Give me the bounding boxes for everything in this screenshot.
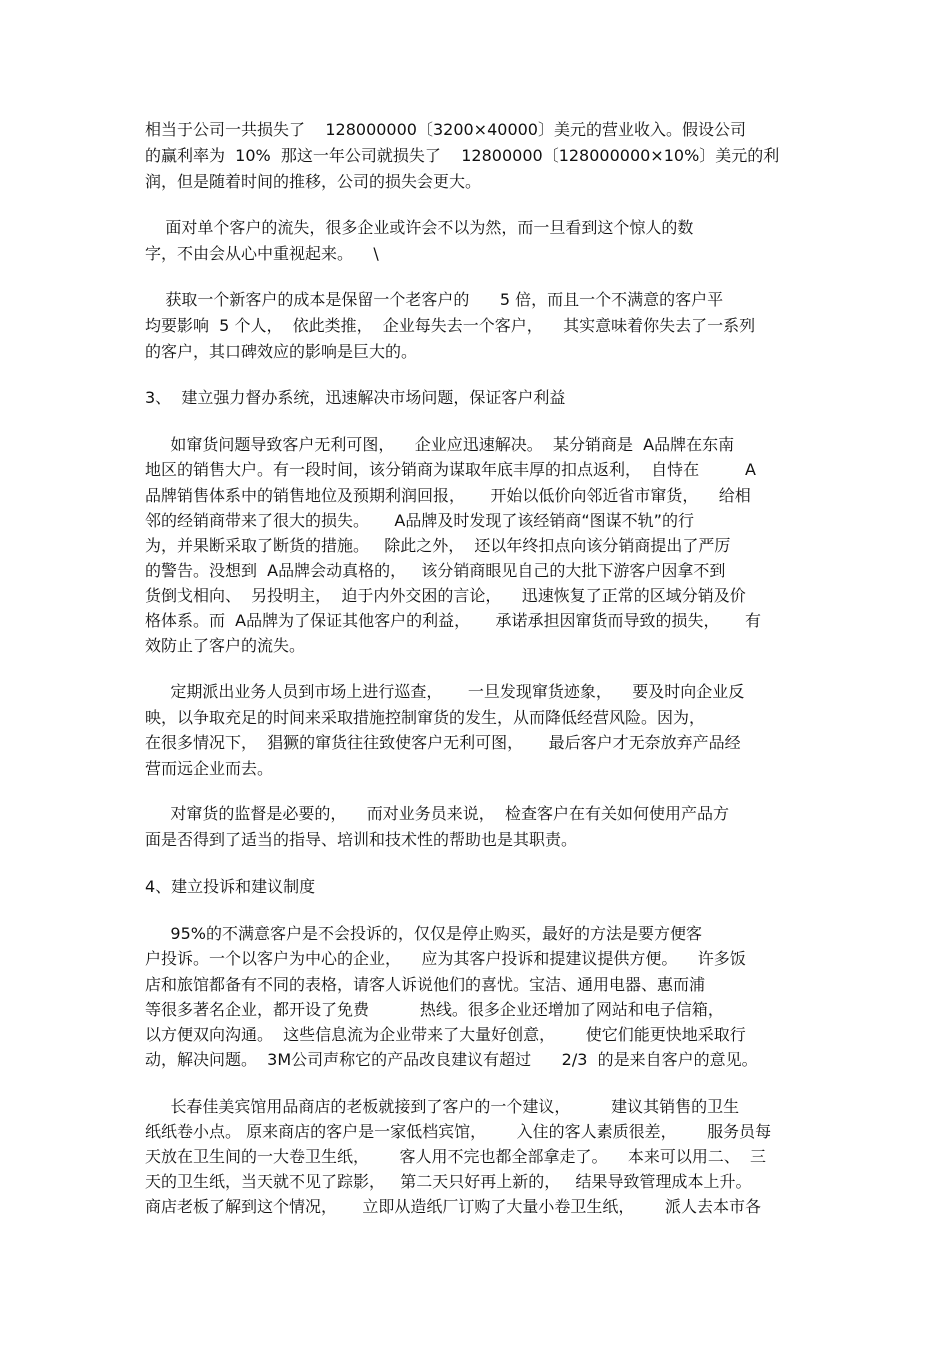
text-line: 在很多情况下， 猖獗的窜货往往致使客户无利可图， 最后客户才无奈放弃产品经	[145, 733, 741, 752]
text-line: 字，不由会从心中重视起来。 \	[145, 244, 379, 263]
text-line: 以方便双向沟通。 这些信息流为企业带来了大量好创意， 使它们能更快地采取行	[145, 1025, 746, 1044]
text-line: 天放在卫生间的一大卷卫生纸， 客人用不完也都全部拿走了。 本来可以用二、 三	[145, 1147, 767, 1166]
text-line: 效防止了客户的流失。	[145, 636, 306, 655]
text-line: 润，但是随着时间的推移，公司的损失会更大。	[145, 172, 482, 191]
text-line: 店和旅馆都备有不同的表格，请客人诉说他们的喜忧。宝洁、通用电器、惠而浦	[145, 975, 706, 994]
text-line: 动，解决问题。 3M公司声称它的产品改良建议有超过 2/3 的是来自客户的意见。	[145, 1050, 758, 1069]
text-line: 长春佳美宾馆用品商店的老板就接到了客户的一个建议， 建议其销售的卫生	[145, 1097, 740, 1116]
text-line: 货倒戈相向、 另投明主， 迫于内外交困的言论， 迅速恢复了正常的区域分销及价	[145, 586, 746, 605]
text-line: 的赢利率为 10% 那这一年公司就损失了 12800000〔128000000×10%〕美元的利	[145, 146, 780, 165]
text-line: 纸纸卷小点。 原来商店的客户是一家低档宾馆， 入住的客人素质很差， 服务员每	[145, 1122, 772, 1141]
text-line: 定期派出业务人员到市场上进行巡查， 一旦发现窜货迹象， 要及时向企业反	[145, 682, 745, 701]
text-line: 格体系。而 A品牌为了保证其他客户的利益， 承诺承担因窜货而导致的损失， 有	[145, 611, 761, 630]
section-heading: 3、 建立强力督办系统，迅速解决市场问题，保证客户利益	[145, 388, 566, 407]
text-line: 相当于公司一共损失了 128000000〔3200×40000〕美元的营业收入。假设公司	[145, 120, 746, 139]
text-line: 营而远企业而去。	[145, 759, 274, 778]
text-line: 商店老板了解到这个情况， 立即从造纸厂订购了大量小卷卫生纸， 派人去本市各	[145, 1197, 761, 1216]
text-line: 获取一个新客户的成本是保留一个老客户的 5 倍，而且一个不满意的客户平	[145, 290, 724, 309]
text-line: 面对单个客户的流失，很多企业或许会不以为然，而一旦看到这个惊人的数	[145, 218, 694, 237]
text-line: 为，并果断采取了断货的措施。 除此之外， 还以年终扣点向该分销商提出了严厉	[145, 536, 731, 555]
text-line: 的警告。没想到 A品牌会动真格的， 该分销商眼见自己的大批下游客户因拿不到	[145, 561, 726, 580]
text-line: 映，以争取充足的时间来采取措施控制窜货的发生，从而降低经营风险。因为，	[145, 708, 706, 727]
text-line: 95%的不满意客户是不会投诉的，仅仅是停止购买，最好的方法是要方便客	[145, 924, 702, 943]
text-line: 户投诉。一个以客户为中心的企业， 应为其客户投诉和提建议提供方便。 许多饭	[145, 949, 746, 968]
text-line: 等很多著名企业，都开设了免费 热线。很多企业还增加了网站和电子信箱，	[145, 1000, 724, 1019]
text-line: 地区的销售大户。有一段时间，该分销商为谋取年底丰厚的扣点返利， 自恃在 A	[145, 460, 756, 479]
text-line: 天的卫生纸，当天就不见了踪影， 第二天只好再上新的， 结果导致管理成本上升。	[145, 1172, 752, 1191]
text-line: 邻的经销商带来了很大的损失。 A品牌及时发现了该经销商“图谋不轨”的行	[145, 511, 694, 530]
text-line: 品牌销售体系中的销售地位及预期利润回报， 开始以低价向邻近省市窜货， 给相	[145, 486, 751, 505]
text-line: 如窜货问题导致客户无利可图， 企业应迅速解决。 某分销商是 A品牌在东南	[145, 435, 735, 454]
text-line: 均要影响 5 个人， 依此类推， 企业每失去一个客户， 其实意味着你失去了一系列	[145, 316, 756, 335]
text-line: 面是否得到了适当的指导、培训和技术性的帮助也是其职责。	[145, 830, 578, 849]
text-line: 的客户，其口碑效应的影响是巨大的。	[145, 342, 418, 361]
text-line: 对窜货的监督是必要的， 而对业务员来说， 检查客户在有关如何使用产品方	[145, 804, 729, 823]
section-heading: 4、建立投诉和建议制度	[145, 877, 316, 896]
